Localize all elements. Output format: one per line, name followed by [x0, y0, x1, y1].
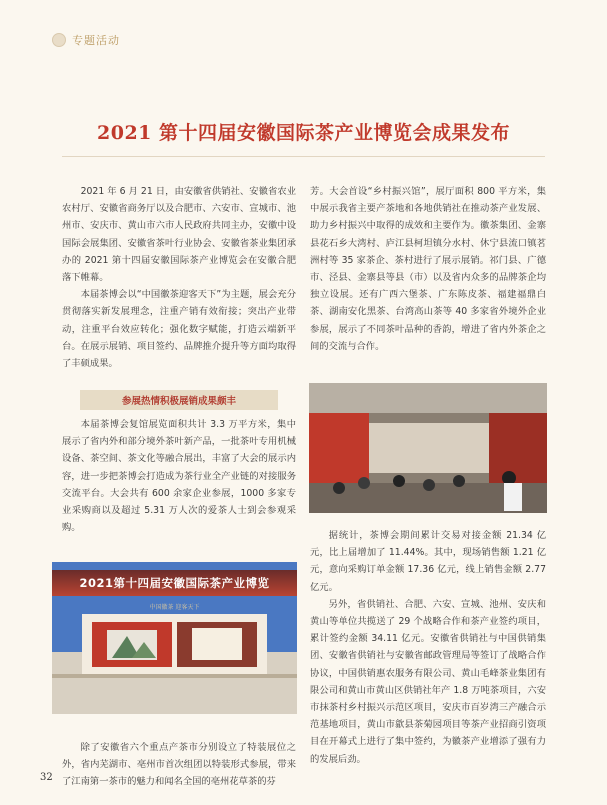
right-paragraph-1: 芳。大会首设“乡村振兴馆”，展厅面积 800 平方米，集中展示我省主要产茶地和各地供销社在推动茶产业发展、助力乡村振兴中取得的成效和主要作为。徽茶集团、金寨县花石乡大湾村、庐江县柯坦镇分水村、休宁县流口镇茗洲村等 35 家茶企、茶村进行了展示展销。祁门县、广德市、泾县、金寨县等县（市）以及省内众多的品牌茶企均独立设展。还有广西六堡茶、广东陈皮茶、福建福鼎白茶、湖南安化黑茶、台湾高山茶等 40 多家省外境外企业参展，展示了不同茶叶品种的香韵，增进了省内外茶企之间的交流与合作。: [310, 186, 546, 352]
subheading: 参展热情积极展销成果颇丰: [121, 396, 236, 407]
photo-banner-sub: 中国徽茶 迎客天下: [149, 604, 200, 611]
left-column-top: [62, 183, 296, 372]
left-paragraph-3: 本届茶博会复馆展览面积共计 3.3 万平方米，集中展示了省内外和部分境外茶叶新产品，一批茶叶专用机械设备、茶空间、茶文化等融合展出，丰富了大会的展示内容，进一步把茶博会打造成为茶行业全产业链的对接服务交流平台。大会共有 600 余家企业参展，1000 多家专业采购商以及超过 5.31 万人次的爱茶人士到会参观采购。: [62, 419, 296, 534]
left-column-middle: [62, 416, 296, 536]
left-paragraph-2: 本届茶博会以“中国徽茶迎客天下”为主题，展会充分贯彻落实新发展理念，注重产销有效衔接；突出产业带动，注重平台效应转化；强化数字赋能，打造云端新平台。在展示展销、项目签约、品牌推介提升等方面均取得了丰硕成果。: [62, 289, 296, 370]
right-column-top: [310, 183, 546, 355]
right-column-bottom: [310, 527, 546, 768]
expo-hall-photo: [309, 383, 547, 513]
left-paragraph-1: 2021 年 6 月 21 日，由安徽省供销社、安徽省农业农村厅、安徽省商务厅以及合肥市、六安市、宣城市、池州市、安庆市、黄山市六市人民政府共同主办，安徽中设国际会展集团、安徽省茶叶行业协会、安徽省茶业集团承办的 2021 第十四届安徽国际茶产业博览会在安徽合肥落下帷幕。: [62, 186, 296, 284]
page-title: 2021 第十四届安徽国际茶产业博览会成果发布: [97, 122, 510, 144]
expo-entrance-photo: [52, 562, 297, 714]
right-paragraph-3: 另外，省供销社、合肥、六安、宣城、池州、安庆和黄山等单位共揽送了 29 个战略合作和茶产业签约项目，累计签约金额 34.11 亿元。安徽省供销社与中国供销集团、安徽省供销社与安徽省邮政管理局等签订了战略合作协议，中国供销惠农服务有限公司、黄山毛峰茶业集团有限公司和黄山市黄山区供销社年产 1.8 万吨茶项目，六安市抹茶村乡村振兴示范区项目，安庆市百岁湾三产融合示范基地项目，黄山市歙县茶菊园项目等茶产业招商引资项目在开幕式上进行了集中签约，为徽茶产业增添了强有力的发展后劲。: [310, 598, 546, 765]
left-paragraph-4: 除了安徽省六个重点产茶市分别设立了特装展位之外，省内芜湖市、亳州市首次组团以特装形式参展，带来了江南第一茶市的魅力和闻名全国的亳州花草茶的芬: [62, 742, 296, 788]
page-number: 32: [40, 772, 53, 783]
photo-banner: 2021第十四届安徽国际茶产业博览: [52, 570, 297, 596]
left-column-bottom: [62, 739, 296, 791]
right-paragraph-2: 据统计，茶博会期间累计交易对接金额 21.34 亿元，比上届增加了 11.44%。其中，现场销售额 1.21 亿元，意向采购订单金额 17.36 亿元，线上销售金额 2.77 亿元。: [310, 530, 546, 593]
circle-dot-icon: [52, 33, 66, 47]
subheading-bar: [80, 390, 278, 410]
section-tag: [52, 32, 120, 48]
section-tag-label: 专题活动: [72, 34, 120, 47]
title-divider: [62, 156, 545, 157]
